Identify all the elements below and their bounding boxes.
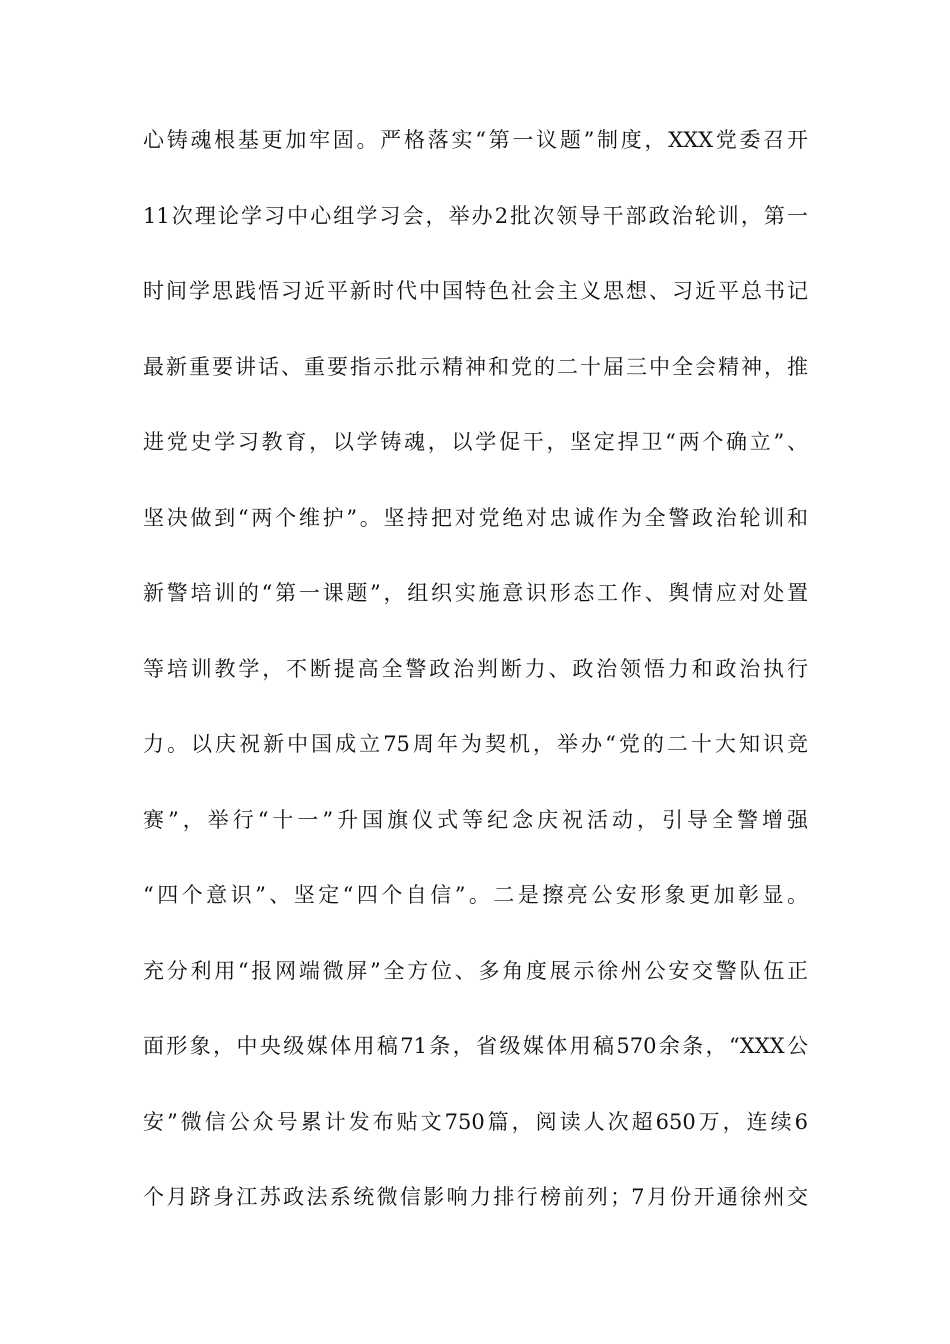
text-line-10: 赛”，举行“十一”升国旗仪式等纪念庆祝活动，引导全警增强: [143, 807, 808, 832]
text-line-5: 进党史学习教育，以学铸魂，以学促干，坚定捍卫“两个确立”、: [143, 430, 808, 454]
text-line-3: 时间学思践悟习近平新时代中国特色社会主义思想、习近平总书记: [143, 279, 808, 303]
text-line-6: 坚决做到“两个维护”。坚持把对党绝对忠诚作为全警政治轮训和: [143, 505, 808, 530]
text-line-8: 等培训教学，不断提高全警政治判断力、政治领悟力和政治执行: [143, 656, 808, 681]
text-line-9: 力。以庆祝新中国成立75周年为契机，举办“党的二十大知识竞: [143, 732, 808, 756]
text-line-7: 新警培训的“第一课题”，组织实施意识形态工作、舆情应对处置: [143, 581, 808, 605]
text-line-15: 个月跻身江苏政法系统微信影响力排行榜前列；7月份开通徐州交: [143, 1185, 808, 1209]
text-line-1: 心铸魂根基更加牢固。严格落实“第一议题”制度，XXX党委召开: [143, 128, 808, 152]
body-text: [143, 118, 808, 1251]
text-line-12: 充分利用“报网端微屏”全方位、多角度展示徐州公安交警队伍正: [143, 958, 808, 983]
text-line-2: 11次理论学习中心组学习会，举办2批次领导干部政治轮训，第一: [143, 203, 808, 228]
text-line-13: 面形象，中央级媒体用稿71条，省级媒体用稿570余条，“XXX公: [143, 1034, 808, 1058]
text-line-4: 最新重要讲话、重要指示批示精神和党的二十届三中全会精神，推: [143, 354, 808, 379]
text-line-11: “四个意识”、坚定“四个自信”。二是擦亮公安形象更加彰显。: [143, 883, 808, 907]
text-line-14: 安”微信公众号累计发布贴文750篇，阅读人次超650万，连续6: [143, 1109, 808, 1134]
